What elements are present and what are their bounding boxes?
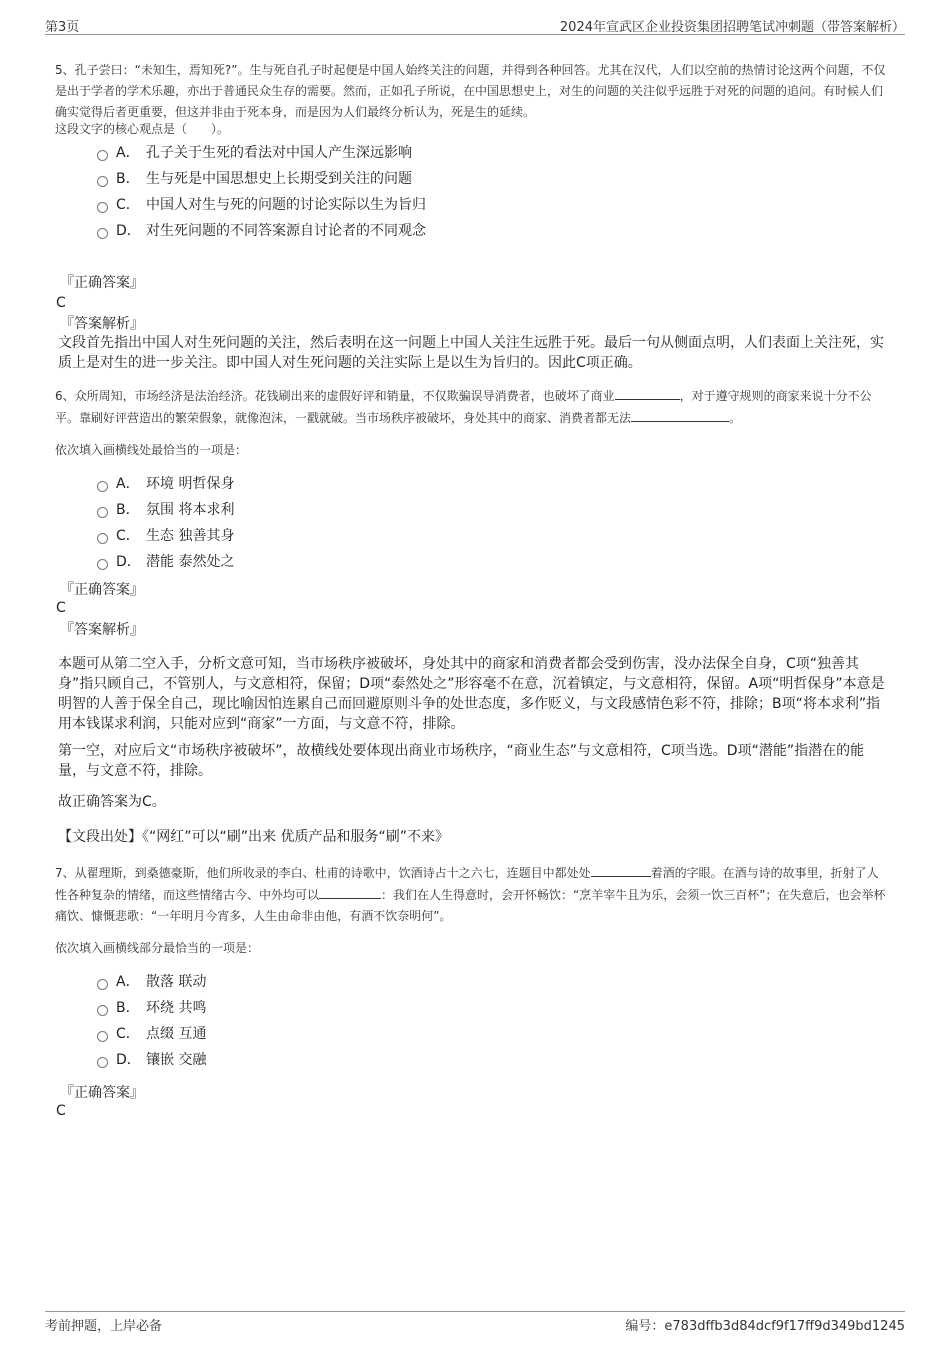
q7-option-c[interactable]: C． 点缀 互通 (97, 1024, 206, 1044)
q6-analysis-p2: 第一空，对应后文“市场秩序被破坏”，故横线处要体现出商业市场秩序，“商业生态”与文意相符，C项当选。D项“潜能”指潜在的能量，与文意不符，排除。 (58, 743, 865, 779)
q7-prompt: 依次填入画横线部分最恰当的一项是： (55, 941, 260, 955)
q6-blank-1 (615, 385, 680, 400)
q6-source: 【文段出处】《“网红”可以“刷”出来 优质产品和服务“刷”不来》 (58, 829, 449, 845)
q6-analysis-p1: 本题可从第二空入手，分析文意可知，当市场秩序被破坏，身处其中的商家和消费者都会受到伤害，没办法保全自身，C项“独善其身”指只顾自己，不管别人，与文意相符，保留；D项“泰然处之”形容毫不在意，沉着镇定，与文意相符，保留。A项“明哲保身”本意是明智的人善于保全自己，现比喻因怕连累自己而回避原则斗争的处世态度，多作贬义，与文段感情色彩不符，排除；B项“将本求利”指用本钱谋求利润，只能对应到“商家”一方面，与文意不符，排除。 (58, 656, 885, 732)
q7-option-a[interactable]: A． 散落 联动 (97, 972, 206, 992)
q6-option-a[interactable]: A． 环境 明哲保身 (97, 474, 234, 494)
radio-icon[interactable] (97, 481, 108, 492)
q6-option-b[interactable]: B． 氛围 将本求利 (97, 500, 234, 520)
page-number: 第3页 (45, 20, 80, 35)
q6-prompt: 依次填入画横线处最恰当的一项是： (55, 443, 248, 457)
q5-analysis: 文段首先指出中国人对生死问题的关注，然后表明在这一问题上中国人关注生远胜于死。最后一句从侧面点明，人们表面上关注死，实质上是对生的进一步关注。即中国人对生死问题的关注实际上是以生为旨归的。因此C项正确。 (58, 335, 884, 371)
radio-icon[interactable] (97, 150, 108, 161)
q7-answer: C (56, 1103, 66, 1119)
q5-option-c[interactable]: C． 中国人对生与死的问题的讨论实际以生为旨归 (97, 195, 426, 215)
q5-option-a[interactable]: A． 孔子关于生死的看法对中国人产生深远影响 (97, 143, 412, 163)
radio-icon[interactable] (97, 1031, 108, 1042)
q5-answer: C (56, 295, 66, 311)
q6-blank-2 (631, 407, 729, 422)
q5-option-d[interactable]: D． 对生死问题的不同答案源自讨论者的不同观念 (97, 221, 426, 241)
footer-serial: 编号：e783dffb3d84dcf9f17ff9d349bd1245 (625, 1319, 905, 1334)
radio-icon[interactable] (97, 1057, 108, 1068)
radio-icon[interactable] (97, 228, 108, 239)
radio-icon[interactable] (97, 176, 108, 187)
page-footer (45, 1311, 905, 1334)
radio-icon[interactable] (97, 1005, 108, 1016)
q5-analysis-label: 『答案解析』 (60, 316, 144, 332)
footer-slogan: 考前押题，上岸必备 (45, 1319, 163, 1334)
q7-answer-label: 『正确答案』 (60, 1085, 144, 1101)
q6-option-d[interactable]: D． 潜能 泰然处之 (97, 552, 234, 572)
page-header (45, 14, 905, 35)
q6-option-c[interactable]: C． 生态 独善其身 (97, 526, 234, 546)
q6-answer: C (56, 600, 66, 616)
q7-blank-2 (319, 884, 381, 899)
q6-analysis-p3: 故正确答案为C。 (58, 794, 166, 810)
q5-prompt: 这段文字的核心观点是（ ）。 (55, 122, 230, 136)
q6-answer-label: 『正确答案』 (60, 582, 144, 598)
radio-icon[interactable] (97, 979, 108, 990)
q6-stem: 6、众所周知，市场经济是法治经济。花钱刷出来的虚假好评和销量，不仅欺骗误导消费者，也破坏了商业 ，对于遵守规则的商家来说十分不公平。靠刷好评营造出的繁荣假象，就像泡沫，一戳就破。当市场秩序被破坏，身处其中的商家、消费者都无法 。 (55, 385, 890, 429)
q7-option-b[interactable]: B． 环绕 共鸣 (97, 998, 206, 1018)
q5-stem: 5、孔子尝曰：“未知生，焉知死?”。生与死自孔子时起便是中国人始终关注的问题，并得到各种回答。尤其在汉代，人们以空前的热情讨论这两个问题，不仅是出于学者的学术乐趣，亦出于普通民众生存的需要。然而，正如孔子所说，在中国思想史上，对生的问题的关注似乎远胜于对死的问题的追问。有时候人们确实觉得后者更重要，但这并非由于死本身，而是因为人们最终分析认为，死是生的延续。 (55, 63, 886, 119)
q7-blank-1 (591, 862, 651, 877)
q7-option-d[interactable]: D． 镶嵌 交融 (97, 1050, 206, 1070)
radio-icon[interactable] (97, 559, 108, 570)
q7-stem: 7、从翟理斯，到桑德豪斯，他们所收录的李白、杜甫的诗歌中，饮酒诗占十之六七，连题目中都处处 着酒的字眼。在酒与诗的故事里，折射了人性各种复杂的情绪，而这些情绪古今、中外均可以 ：我们在人生得意时，会开怀畅饮：“烹羊宰牛且为乐，会须一饮三百杯”；在失意后，也会举杯痛饮、慷慨悲歌：“一年明月今宵多，人生由命非由他，有酒不饮奈明何”。 (55, 862, 890, 927)
document-title: 2024年宣武区企业投资集团招聘笔试冲刺题（带答案解析） (559, 20, 905, 35)
q5-answer-label: 『正确答案』 (60, 275, 144, 291)
radio-icon[interactable] (97, 533, 108, 544)
radio-icon[interactable] (97, 507, 108, 518)
q6-analysis-label: 『答案解析』 (60, 622, 144, 638)
radio-icon[interactable] (97, 202, 108, 213)
q5-option-b[interactable]: B． 生与死是中国思想史上长期受到关注的问题 (97, 169, 412, 189)
